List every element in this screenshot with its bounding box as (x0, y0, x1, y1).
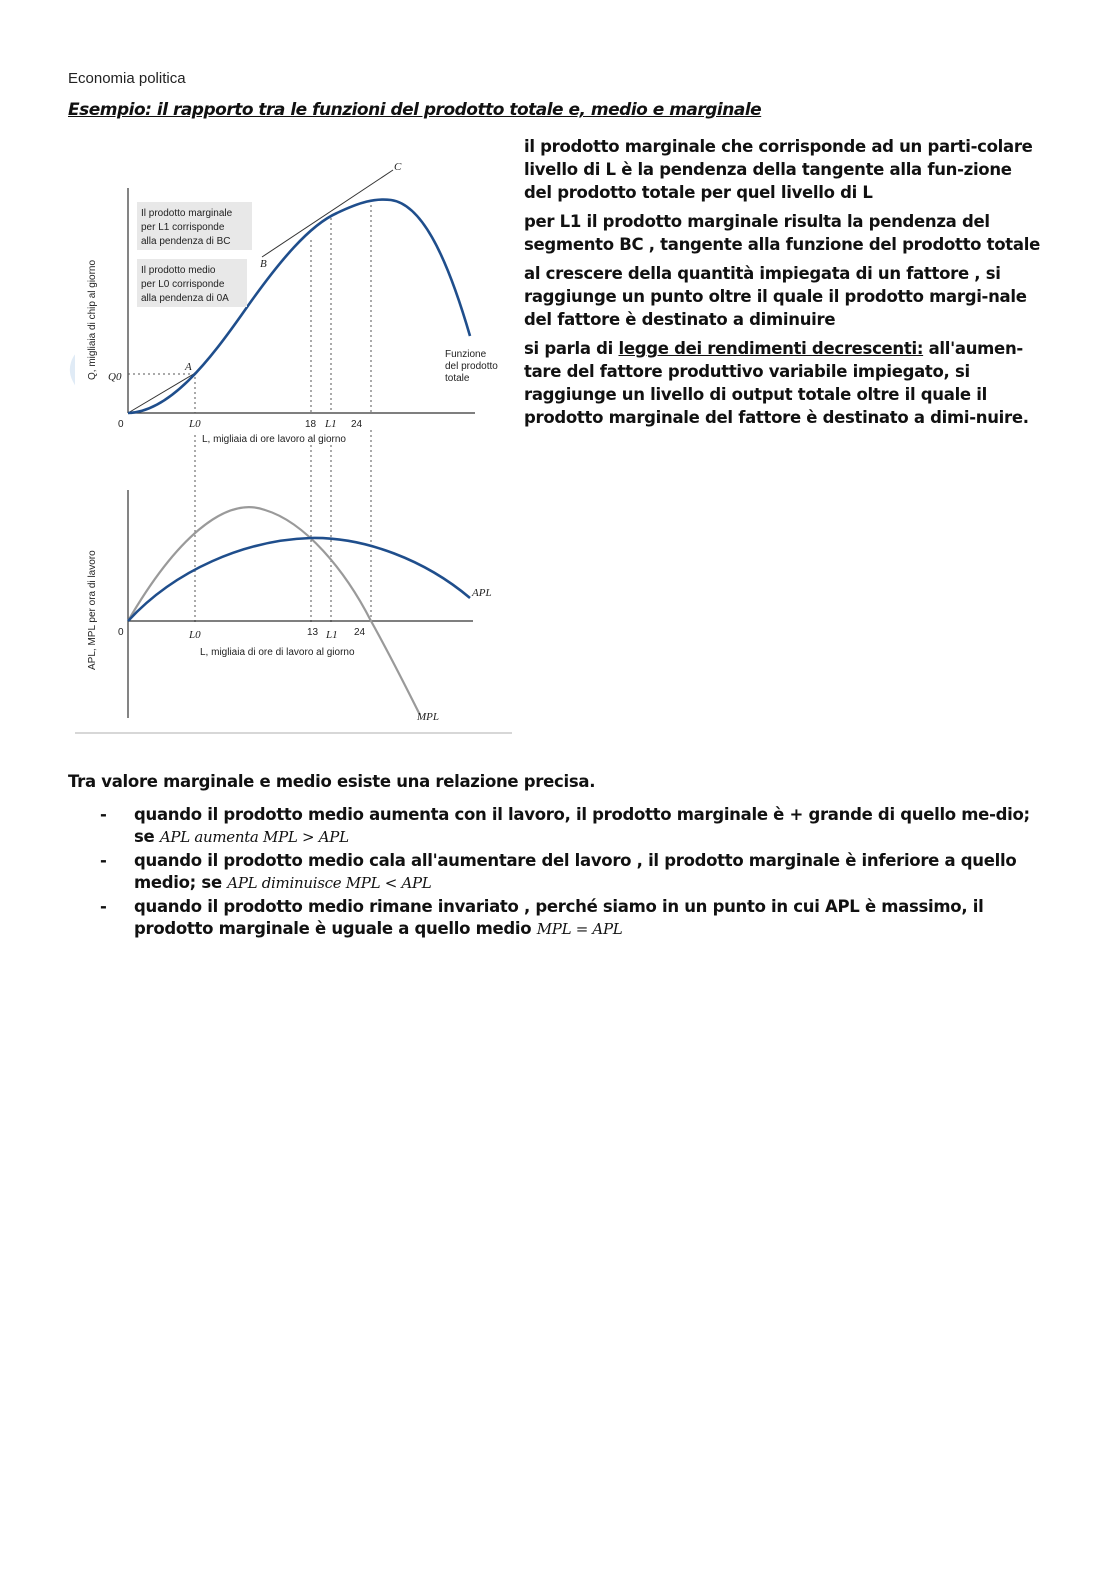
section-title: Esempio: il rapporto tra le funzioni del prodotto totale e, medio e marginale (68, 100, 762, 120)
list-item: - quando il prodotto medio cala all'aumentare del lavoro , il prodotto marginale è inferiore a quello medio; se APL diminuisce MPL < APL (100, 851, 1017, 892)
list-item: - quando il prodotto medio rimane invariato , perché siamo in un punto in cui APL è massimo, il prodotto marginale è uguale a quello medio MPL = APL (100, 897, 984, 938)
q0-label: Q0 (108, 371, 122, 383)
mp-label: MPL (417, 711, 439, 723)
notes-column (524, 135, 1044, 435)
box-medio-line3: alla pendenza di 0A (141, 293, 229, 304)
note-paragraph-3: al crescere della quantità impiegata di un fattore , si raggiunge un punto oltre il quale il prodotto margi-nale del fattore è destinato a diminuire (524, 264, 1027, 329)
box-medio-line2: per L0 corrisponde (141, 279, 225, 290)
bottom-tick-24: 24 (354, 627, 366, 638)
law-diminishing-returns: legge dei rendimenti decrescenti: (618, 339, 924, 358)
top-tick-18: 18 (305, 419, 317, 430)
bullet-3-math: MPL = APL (536, 920, 623, 938)
note-4-pre: si parla di (524, 339, 614, 358)
curve-label-line2: del prodotto (445, 361, 498, 372)
top-x-axis-label: L, migliaia di ore lavoro al giorno (202, 434, 346, 445)
top-tick-24: 24 (351, 419, 363, 430)
point-a-label: A (185, 361, 192, 373)
top-tick-l1: L1 (325, 418, 337, 430)
page-header: Economia politica (68, 70, 186, 87)
bullet-2-math: APL diminuisce MPL < APL (227, 874, 432, 892)
bottom-y-axis-label: APL, MPL per ora di lavoro (87, 550, 98, 670)
curve-label-line3: totale (445, 373, 470, 384)
list-item: - quando il prodotto medio aumenta con il lavoro, il prodotto marginale è + grande di quello me-dio; se APL aumenta MPL > APL (100, 805, 1030, 846)
box-marginal-line1: Il prodotto marginale (141, 208, 233, 219)
bottom-origin: 0 (118, 627, 124, 638)
bottom-tick-l0: L0 (189, 629, 201, 641)
note-4-post: all'aumen-tare del fattore produttivo variabile impiegato, si raggiunge un livello di output totale oltre il quale il prodotto marginale del fattore è destinato a dimi-nuire. (524, 339, 1029, 427)
bullet-1-text: quando il prodotto medio aumenta con il lavoro, il prodotto marginale è + grande di quello me-dio; se (134, 805, 1030, 846)
box-marginal-line2: per L1 corrisponde (141, 222, 225, 233)
production-functions-figure (75, 150, 512, 735)
note-paragraph-4 (524, 337, 1044, 429)
bullet-1-math: APL aumenta MPL > APL (159, 828, 349, 846)
bullet-3-text: quando il prodotto medio rimane invariato , perché siamo in un punto in cui APL è massimo, il prodotto marginale è uguale a quello medio (134, 897, 984, 938)
point-b-label: B (260, 258, 267, 270)
relation-intro: Tra valore marginale e medio esiste una relazione precisa. (68, 772, 596, 791)
box-marginal-line3: alla pendenza di BC (141, 236, 231, 247)
ap-label: APL (472, 587, 492, 599)
box-medio-line1: Il prodotto medio (141, 265, 216, 276)
bullet-2-text: quando il prodotto medio cala all'aumentare del lavoro , il prodotto marginale è inferiore a quello medio; se (134, 851, 1017, 892)
bottom-tick-l1: L1 (326, 629, 338, 641)
point-c-label: C (394, 161, 402, 173)
note-paragraph-1: il prodotto marginale che corrisponde ad un parti-colare livello di L è la pendenza della tangente alla fun-zione del prodotto totale per quel livello di L (524, 137, 1033, 202)
curve-label-line1: Funzione (445, 349, 487, 360)
top-y-axis-label: Q, migliaia di chip al giorno (87, 259, 98, 380)
top-tick-l0: L0 (189, 418, 201, 430)
bottom-x-axis-label: L, migliaia di ore di lavoro al giorno (200, 647, 355, 658)
relation-list (100, 804, 1045, 942)
note-paragraph-2: per L1 il prodotto marginale risulta la pendenza del segmento BC , tangente alla funzione del prodotto totale (524, 212, 1040, 254)
bottom-tick-13: 13 (307, 627, 319, 638)
top-origin: 0 (118, 419, 124, 430)
